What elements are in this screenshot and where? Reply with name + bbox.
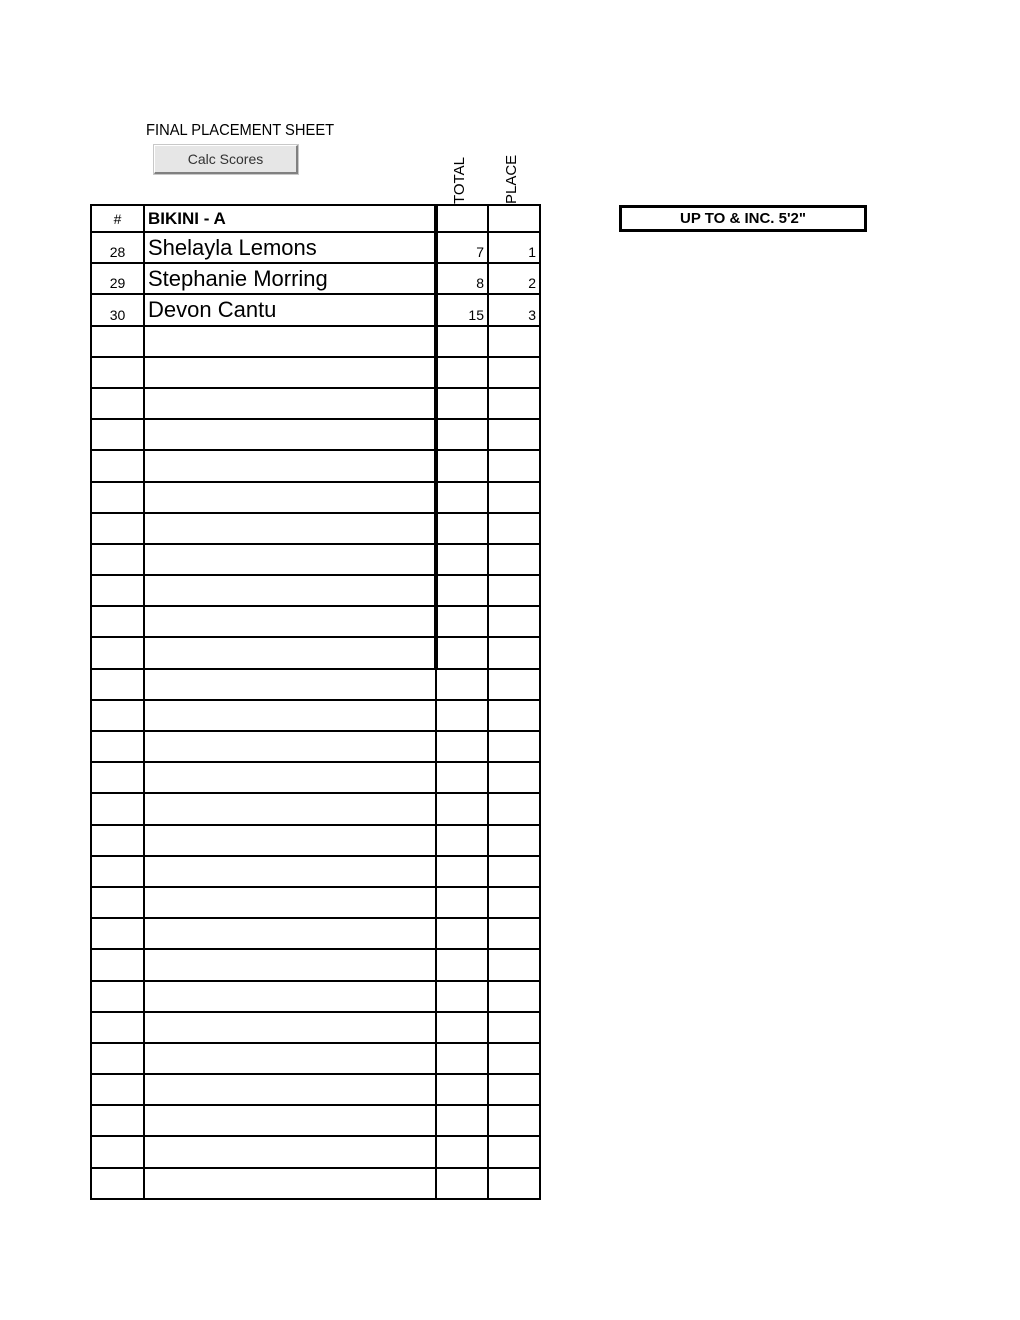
entry-number[interactable] — [91, 1136, 144, 1167]
place-value[interactable]: 3 — [488, 294, 540, 325]
table-row — [91, 949, 540, 980]
total-score[interactable] — [436, 856, 488, 887]
total-score[interactable] — [436, 1043, 488, 1074]
competitor-name[interactable] — [144, 606, 436, 637]
competitor-name[interactable] — [144, 419, 436, 450]
category-header: BIKINI - A — [144, 205, 436, 232]
entry-number[interactable] — [91, 388, 144, 419]
table-row — [91, 1043, 540, 1074]
table-row — [91, 606, 540, 637]
competitor-name[interactable] — [144, 1105, 436, 1136]
entry-number[interactable] — [91, 544, 144, 575]
competitor-name[interactable] — [144, 1074, 436, 1105]
total-score[interactable] — [436, 1136, 488, 1167]
total-score[interactable] — [436, 1105, 488, 1136]
entry-number[interactable] — [91, 1168, 144, 1199]
competitor-name[interactable] — [144, 513, 436, 544]
place-value[interactable] — [488, 450, 540, 481]
total-score[interactable] — [436, 731, 488, 762]
entry-number[interactable] — [91, 949, 144, 980]
place-value[interactable] — [488, 1074, 540, 1105]
competitor-name[interactable] — [144, 669, 436, 700]
place-value[interactable] — [488, 1105, 540, 1136]
table-row — [91, 731, 540, 762]
table-row — [91, 482, 540, 513]
competitor-name[interactable] — [144, 637, 436, 668]
entry-number[interactable] — [91, 450, 144, 481]
total-score[interactable] — [436, 700, 488, 731]
table-row — [91, 388, 540, 419]
competitor-name[interactable] — [144, 887, 436, 918]
entry-number[interactable] — [91, 513, 144, 544]
table-row — [91, 357, 540, 388]
place-value[interactable] — [488, 887, 540, 918]
competitor-name[interactable] — [144, 793, 436, 824]
table-row — [91, 1105, 540, 1136]
entry-number: 28 — [91, 232, 144, 263]
place-value[interactable] — [488, 513, 540, 544]
entry-number[interactable] — [91, 606, 144, 637]
total-score[interactable] — [436, 637, 488, 668]
place-value[interactable] — [488, 575, 540, 606]
competitor-name[interactable]: Devon Cantu — [144, 294, 436, 325]
competitor-name[interactable] — [144, 326, 436, 357]
place-value[interactable] — [488, 949, 540, 980]
place-value[interactable] — [488, 544, 540, 575]
entry-number[interactable] — [91, 856, 144, 887]
table-row — [91, 762, 540, 793]
place-value[interactable] — [488, 388, 540, 419]
table-row — [91, 263, 540, 294]
place-value[interactable] — [488, 669, 540, 700]
place-value[interactable] — [488, 1168, 540, 1199]
total-score[interactable] — [436, 544, 488, 575]
place-value[interactable] — [488, 981, 540, 1012]
place-header-cell — [488, 205, 540, 232]
place-value[interactable] — [488, 762, 540, 793]
competitor-name[interactable] — [144, 1136, 436, 1167]
table-row — [91, 575, 540, 606]
placement-table — [90, 204, 541, 1200]
total-score[interactable] — [436, 918, 488, 949]
place-value[interactable] — [488, 1043, 540, 1074]
total-header-cell — [436, 205, 488, 232]
table-row — [91, 419, 540, 450]
entry-number[interactable] — [91, 419, 144, 450]
competitor-name[interactable] — [144, 388, 436, 419]
place-value[interactable] — [488, 700, 540, 731]
table-row — [91, 544, 540, 575]
competitor-name[interactable] — [144, 731, 436, 762]
number-header: # — [91, 205, 144, 232]
place-value[interactable] — [488, 825, 540, 856]
entry-number[interactable] — [91, 575, 144, 606]
competitor-name[interactable] — [144, 949, 436, 980]
place-value[interactable] — [488, 357, 540, 388]
table-row — [91, 918, 540, 949]
entry-number[interactable] — [91, 700, 144, 731]
entry-number[interactable] — [91, 482, 144, 513]
total-score[interactable] — [436, 762, 488, 793]
calc-scores-button[interactable]: Calc Scores — [154, 145, 298, 174]
total-score[interactable] — [436, 1168, 488, 1199]
place-value[interactable] — [488, 1136, 540, 1167]
total-score[interactable] — [436, 357, 488, 388]
competitor-name[interactable]: Stephanie Morring — [144, 263, 436, 294]
total-score[interactable] — [436, 513, 488, 544]
table-row — [91, 793, 540, 824]
competitor-name[interactable] — [144, 1043, 436, 1074]
entry-number[interactable] — [91, 731, 144, 762]
place-value[interactable] — [488, 482, 540, 513]
entry-number[interactable] — [91, 1012, 144, 1043]
total-score[interactable] — [436, 482, 488, 513]
competitor-name[interactable] — [144, 450, 436, 481]
table-row — [91, 1012, 540, 1043]
entry-number[interactable] — [91, 1105, 144, 1136]
place-value[interactable] — [488, 856, 540, 887]
total-score[interactable] — [436, 1074, 488, 1105]
total-score[interactable] — [436, 575, 488, 606]
place-value[interactable] — [488, 637, 540, 668]
entry-number[interactable] — [91, 793, 144, 824]
place-column-header: PLACE — [503, 154, 520, 204]
entry-number[interactable] — [91, 825, 144, 856]
entry-number[interactable] — [91, 918, 144, 949]
table-row — [91, 232, 540, 263]
entry-number[interactable] — [91, 981, 144, 1012]
table-row — [91, 326, 540, 357]
entry-number[interactable] — [91, 669, 144, 700]
competitor-name[interactable] — [144, 825, 436, 856]
competitor-name[interactable] — [144, 700, 436, 731]
table-row — [91, 669, 540, 700]
table-row — [91, 887, 540, 918]
place-value[interactable]: 2 — [488, 263, 540, 294]
total-score[interactable]: 7 — [436, 232, 488, 263]
table-row — [91, 1168, 540, 1199]
table-header-row — [91, 205, 540, 232]
competitor-name[interactable] — [144, 482, 436, 513]
entry-number[interactable] — [91, 357, 144, 388]
table-row — [91, 981, 540, 1012]
place-value[interactable]: 1 — [488, 232, 540, 263]
competitor-name[interactable] — [144, 544, 436, 575]
table-row — [91, 450, 540, 481]
class-label: UP TO & INC. 5'2" — [619, 205, 867, 232]
entry-number: 29 — [91, 263, 144, 294]
place-value[interactable] — [488, 731, 540, 762]
total-score[interactable] — [436, 1012, 488, 1043]
place-value[interactable] — [488, 326, 540, 357]
competitor-name[interactable] — [144, 856, 436, 887]
entry-number[interactable] — [91, 1074, 144, 1105]
place-value[interactable] — [488, 918, 540, 949]
entry-number[interactable] — [91, 762, 144, 793]
table-row — [91, 294, 540, 325]
competitor-name[interactable] — [144, 1168, 436, 1199]
entry-number[interactable] — [91, 637, 144, 668]
entry-number: 30 — [91, 294, 144, 325]
competitor-name[interactable] — [144, 357, 436, 388]
table-row — [91, 1136, 540, 1167]
competitor-name[interactable] — [144, 1012, 436, 1043]
sheet-title: FINAL PLACEMENT SHEET — [146, 122, 335, 139]
entry-number[interactable] — [91, 887, 144, 918]
place-value[interactable] — [488, 419, 540, 450]
total-score[interactable] — [436, 669, 488, 700]
competitor-name[interactable] — [144, 575, 436, 606]
table-row — [91, 700, 540, 731]
total-score[interactable] — [436, 388, 488, 419]
table-row — [91, 637, 540, 668]
entry-number[interactable] — [91, 326, 144, 357]
competitor-name[interactable]: Shelayla Lemons — [144, 232, 436, 263]
total-score[interactable]: 8 — [436, 263, 488, 294]
competitor-name[interactable] — [144, 981, 436, 1012]
total-score[interactable] — [436, 606, 488, 637]
table-row — [91, 513, 540, 544]
total-score[interactable] — [436, 326, 488, 357]
total-score[interactable] — [436, 981, 488, 1012]
total-score[interactable] — [436, 825, 488, 856]
competitor-name[interactable] — [144, 918, 436, 949]
total-score[interactable] — [436, 419, 488, 450]
total-score[interactable] — [436, 450, 488, 481]
place-value[interactable] — [488, 793, 540, 824]
table-row — [91, 1074, 540, 1105]
total-score[interactable]: 15 — [436, 294, 488, 325]
competitor-name[interactable] — [144, 762, 436, 793]
total-score[interactable] — [436, 793, 488, 824]
table-row — [91, 825, 540, 856]
place-value[interactable] — [488, 606, 540, 637]
table-row — [91, 856, 540, 887]
total-column-header: TOTAL — [451, 157, 468, 204]
total-score[interactable] — [436, 949, 488, 980]
total-score[interactable] — [436, 887, 488, 918]
entry-number[interactable] — [91, 1043, 144, 1074]
place-value[interactable] — [488, 1012, 540, 1043]
